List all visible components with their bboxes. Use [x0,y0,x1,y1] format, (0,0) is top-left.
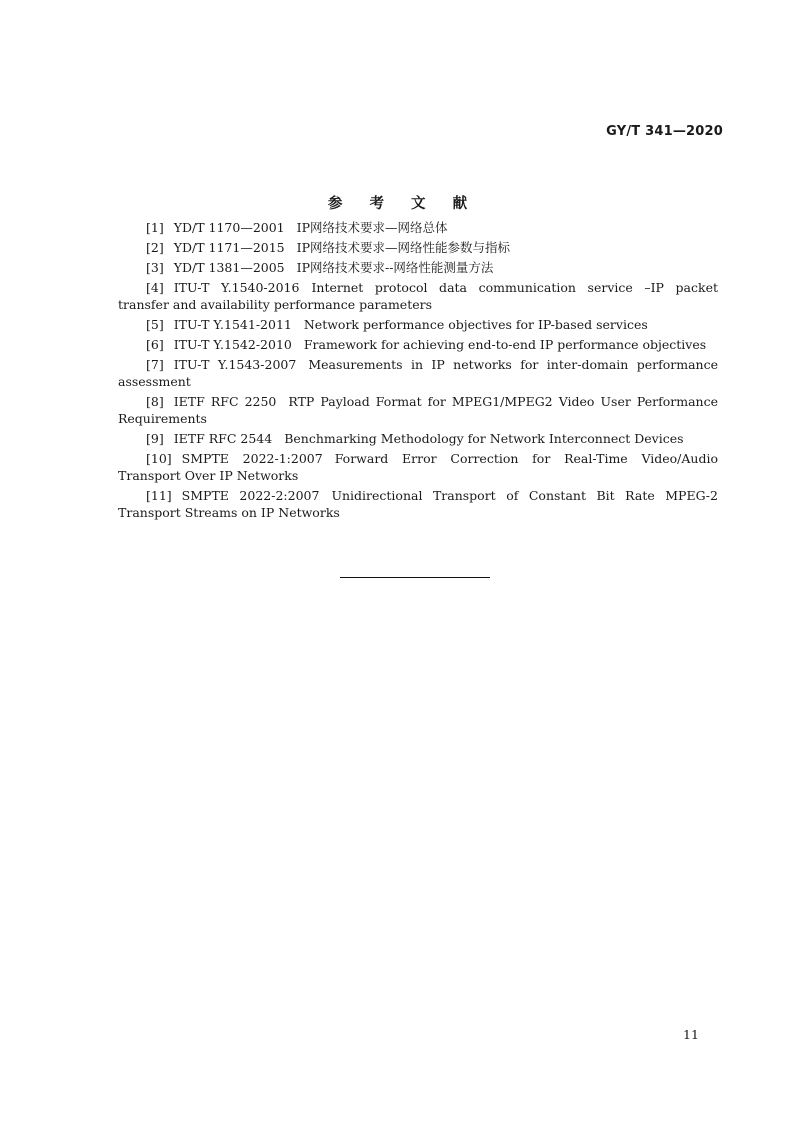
reference-id: IETF RFC 2250 [173,394,277,409]
bibliography-title: 参 考 文 献 [327,196,479,212]
reference-item [118,316,718,333]
end-rule [340,577,490,578]
reference-item [118,356,718,390]
reference-id: SMPTE 2022-2:2007 [181,488,320,503]
reference-text: Unidirectional Transport of Constant Bit Rate MPEG-2 Transport Streams on IP Networks [118,488,718,520]
reference-number: [5] [146,317,164,332]
reference-number: [3] [146,260,164,275]
reference-id: ITU-T Y.1543-2007 [173,357,297,372]
reference-number: [6] [146,337,164,352]
reference-id: ITU-T Y.1541-2011 [173,317,292,332]
reference-item [118,279,718,313]
reference-item [118,336,718,353]
reference-number: [2] [146,240,164,255]
reference-id: SMPTE 2022-1:2007 [181,451,323,466]
reference-text: Measurements in IP networks for inter-domain performance assessment [118,357,719,389]
reference-number: [4] [146,280,164,295]
reference-number: [7] [146,357,164,372]
reference-id: ITU-T Y.1542-2010 [173,337,292,352]
standard-code: GY/T 341—2020 [606,124,723,139]
reference-number: [11] [146,488,172,503]
reference-item [118,219,718,236]
reference-number: [1] [146,220,164,235]
reference-item [118,393,718,427]
reference-text: Forward Error Correction for Real-Time Video/Audio Transport Over IP Networks [118,451,718,483]
reference-text: IP网络技术要求—网络总体 [296,220,448,235]
reference-text: IP网络技术要求--网络性能测量方法 [296,260,494,275]
reference-item [118,259,718,276]
reference-text: Internet protocol data communication service –IP packet transfer and availability performance parameters [118,280,718,312]
reference-id: YD/T 1170—2001 [173,220,285,235]
reference-text: Benchmarking Methodology for Network Interconnect Devices [284,431,684,446]
reference-item [118,239,718,256]
reference-id: YD/T 1171—2015 [173,240,285,255]
page-number: 11 [683,1027,699,1042]
reference-id: ITU-T Y.1540-2016 [173,280,300,295]
reference-item [118,487,718,521]
reference-item [118,450,718,484]
reference-text: Network performance objectives for IP-based services [303,317,648,332]
reference-list [118,219,718,524]
reference-text: RTP Payload Format for MPEG1/MPEG2 Video User Performance Requirements [118,394,718,426]
reference-item [118,430,718,447]
reference-number: [9] [146,431,164,446]
reference-id: IETF RFC 2544 [173,431,273,446]
reference-id: YD/T 1381—2005 [173,260,285,275]
reference-text: Framework for achieving end-to-end IP performance objectives [303,337,707,352]
reference-number: [8] [146,394,164,409]
reference-text: IP网络技术要求—网络性能参数与指标 [296,240,510,255]
reference-number: [10] [146,451,172,466]
